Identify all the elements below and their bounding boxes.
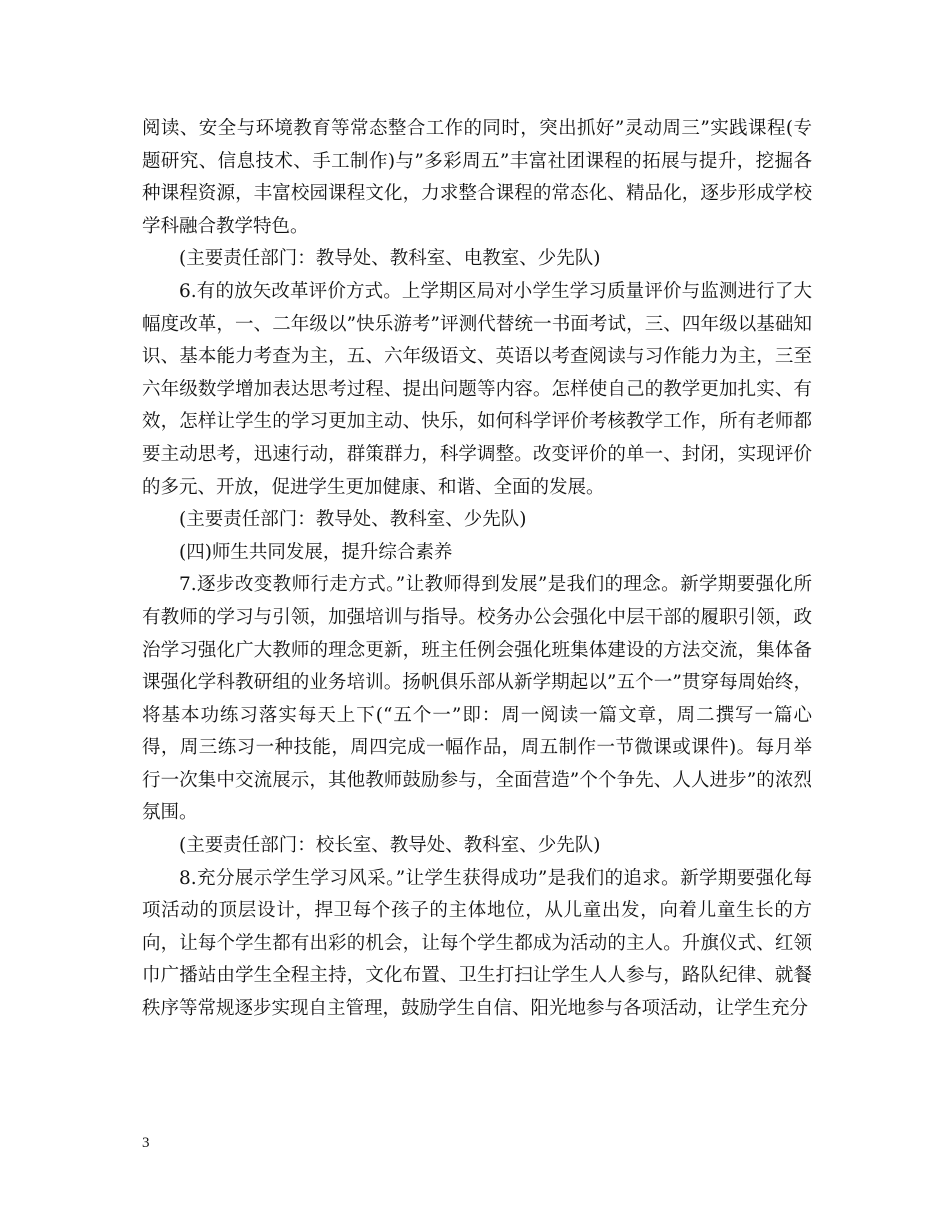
document-body: [142, 113, 812, 1026]
paragraph-responsible-dept-3: (主要责任部门：校长室、教导处、教科室、少先队): [179, 835, 601, 857]
paragraph-responsible-dept-2: (主要责任部门：教导处、教科室、少先队): [179, 509, 527, 531]
paragraph-continuation: 阅读、安全与环境教育等常态整合工作的同时，突出抓好”灵动周三”实践课程(专题研究、信息技术、手工制作)与”多彩周五”丰富社团课程的拓展与提升，挖掘各种课程资源，丰富校园课程文化，力求整合课程的常态化、精品化，逐步形成学校学科融合教学特色。: [142, 118, 812, 237]
paragraph-item-8: 8.充分展示学生学习风采。”让学生获得成功”是我们的追求。新学期要强化每项活动的顶层设计，捍卫每个孩子的主体地位，从儿童出发，向着儿童生长的方向，让每个学生都有出彩的机会，让每个学生都成为活动的主人。升旗仪式、红领巾广播站由学生全程主持，文化布置、卫生打扫让学生人人参与，路队纪律、就餐秩序等常规逐步实现自主管理，鼓励学生自信、阳光地参与各项活动，让学生充分: [142, 867, 812, 1020]
paragraph-responsible-dept-1: (主要责任部门：教导处、教科室、电教室、少先队): [179, 248, 601, 270]
section-heading-4: (四)师生共同发展，提升综合素养: [179, 541, 453, 563]
page-number: 3: [142, 1135, 150, 1151]
paragraph-item-6: 6.有的放矢改革评价方式。上学期区局对小学生学习质量评价与监测进行了大幅度改革，一、二年级以”快乐游考”评测代替统一书面考试，三、四年级以基础知识、基本能力考查为主，五、六年级语文、英语以考查阅读与习作能力为主，三至六年级数学增加表达思考过程、提出问题等内容。怎样使自己的教学更加扎实、有效，怎样让学生的学习更加主动、快乐，如何科学评价考核教学工作，所有老师都要主动思考，迅速行动，群策群力，科学调整。改变评价的单一、封闭，实现评价的多元、开放，促进学生更加健康、和谐、全面的发展。: [142, 280, 812, 498]
paragraph-item-7: 7.逐步改变教师行走方式。”让教师得到发展”是我们的理念。新学期要强化所有教师的学习与引领，加强培训与指导。校务办公会强化中层干部的履职引领，政治学习强化广大教师的理念更新，班主任例会强化班集体建设的方法交流，集体备课强化学科教研组的业务培训。扬帆俱乐部从新学期起以”五个一”贯穿每周始终，将基本功练习落实每天上下(“五个一”即：周一阅读一篇文章，周二撰写一篇心得，周三练习一种技能，周四完成一幅作品，周五制作一节微课或课件)。每月举行一次集中交流展示，其他教师鼓励参与，全面营造”个个争先、人人进步”的浓烈氛围。: [142, 574, 812, 824]
